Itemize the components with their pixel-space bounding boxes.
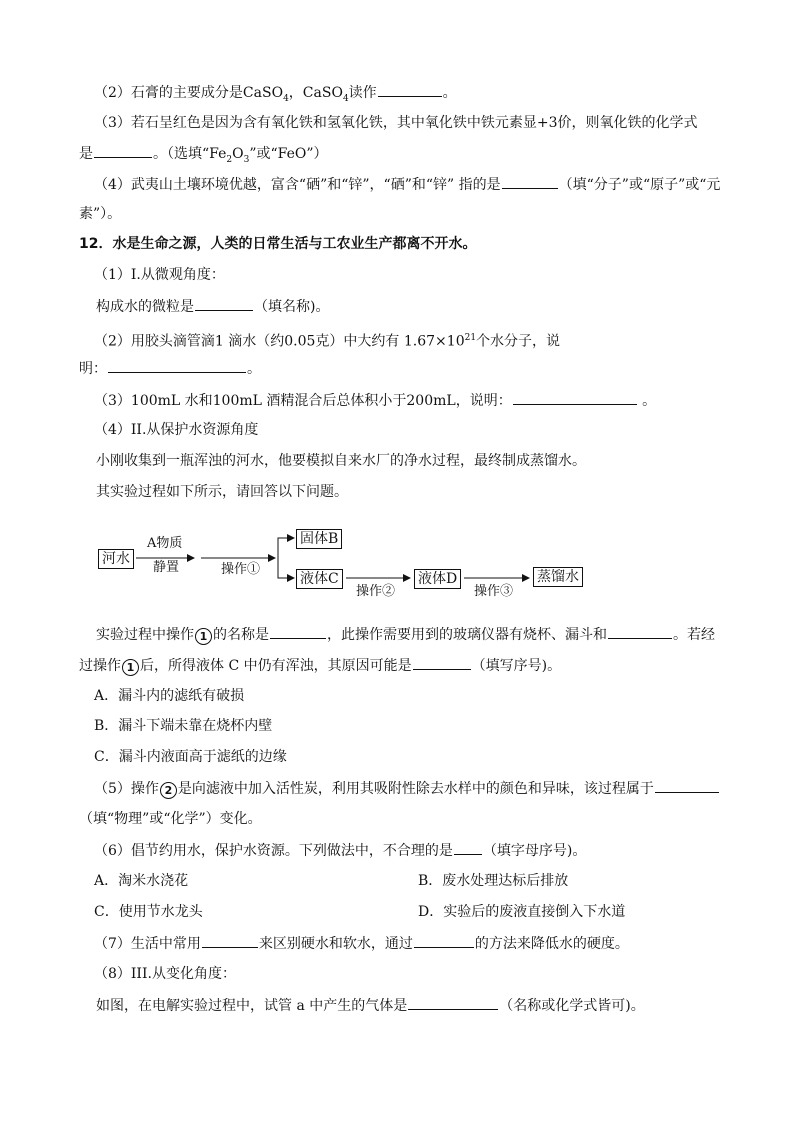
q11-part4-line2: 素”）。 [79, 206, 122, 222]
q12-stem: 12．水是生命之源，人类的日常生活与工农业生产都离不开水。 [79, 236, 477, 252]
circled-number: 1 [122, 659, 139, 676]
answer-blank[interactable] [454, 840, 482, 855]
liquid-c-box: 液体C [296, 569, 343, 589]
q12-part5-line2: （填“物理”或“化学”）变化。 [79, 811, 262, 827]
answer-blank[interactable] [408, 995, 498, 1010]
answer-blank[interactable] [655, 778, 719, 793]
static-label: 静置 [153, 560, 180, 575]
answer-blank[interactable] [413, 655, 471, 670]
q12-part4-instruction: 其实验过程如下所示，请回答以下问题。 [96, 484, 348, 500]
answer-blank[interactable] [513, 390, 637, 405]
part-number: （2） [94, 85, 131, 101]
option-b[interactable]: B．漏斗下端未靠在烧杯内壁 [94, 718, 273, 734]
option-6d[interactable]: D．实验后的废液直接倒入下水道 [418, 904, 626, 920]
q12-part8-question: 如图，在电解实验过程中，试管 a 中产生的气体是 （名称或化学式皆可)。 [96, 995, 645, 1016]
q12-part1-question: 构成水的微粒是 （填名称)。 [96, 296, 329, 317]
op2-label: 操作② [356, 584, 396, 599]
q11-part2: （2）石膏的主要成分是CaSO$_4$，CaSO$_4$读作 。 [94, 82, 457, 109]
q12-part3: （3）100mL 水和100mL 酒精混合后总体积小于200mL，说明： 。 [94, 390, 656, 411]
option-a[interactable]: A．漏斗内的滤纸有破损 [94, 688, 245, 704]
answer-blank[interactable] [608, 624, 672, 639]
q12-part2-line1: （2）用胶头滴管滴1 滴水（约0.05克）中大约有 $1.67\times 10^{21}$个水分子，说 [94, 333, 561, 350]
arrow-to-liquid-c [278, 558, 294, 578]
q12-part5-line1: （5）操作 2 是向滤液中加入活性炭，利用其吸附性除去水样中的颜色和异味，该过程属于 [94, 778, 720, 799]
answer-blank[interactable] [108, 358, 246, 373]
q12-part4-head: （4）II.从保护水资源角度 [94, 422, 259, 438]
distilled-water-box: 蒸馏水 [533, 567, 583, 587]
answer-blank[interactable] [270, 624, 326, 639]
q12-part2-line2: 明： 。 [79, 358, 261, 379]
river-water-box: 河水 [98, 549, 134, 569]
q11-part3-line2: 是 。（选填“$Fe_2O_3$”或“FeO”） [79, 143, 328, 170]
op3-label: 操作③ [474, 584, 514, 599]
q12-part4-question-line1: 实验过程中操作 1 的名称是 ，此操作需要用到的玻璃仪器有烧杯、漏斗和 。若经 [96, 624, 715, 645]
answer-blank[interactable] [414, 933, 474, 948]
q11-part3-line1: （3）若石呈红色是因为含有氧化铁和氢氧化铁，其中氧化铁中铁元素显+3价，则氧化铁的化学式 [94, 115, 698, 131]
q12-part8-head: （8）III.从变化角度： [94, 966, 236, 982]
q12-part6: （6）倡节约用水，保护水资源。下列做法中，不合理的是 （填字母序号)。 [94, 840, 586, 861]
q12-part1-head: （1）I.从微观角度： [94, 267, 225, 283]
a-substance-label: A物质 [147, 536, 183, 551]
purification-flow-diagram [98, 527, 598, 607]
q12-part4-scenario: 小刚收集到一瓶浑浊的河水，他要模拟自来水厂的净水过程，最终制成蒸馏水。 [96, 453, 586, 469]
circled-number: 2 [160, 782, 177, 799]
answer-blank[interactable] [378, 82, 442, 97]
option-6b[interactable]: B．废水处理达标后排放 [418, 873, 569, 889]
q11-part4-line1: （4）武夷山土壤环境优越，富含“硒”和“锌”，“硒”和“锌” 指的是 （填“分子”或“原子”或“元 [94, 174, 720, 195]
q12-part4-question-line2: 过操作 1 后，所得液体 C 中仍有浑浊，其原因可能是 （填写序号)。 [79, 655, 561, 676]
answer-blank[interactable] [502, 174, 558, 189]
option-6a[interactable]: A．淘米水浇花 [94, 873, 189, 889]
solid-b-box: 固体B [296, 529, 342, 549]
answer-blank[interactable] [195, 296, 253, 311]
liquid-d-box: 液体D [414, 569, 461, 589]
option-6c[interactable]: C．使用节水龙头 [94, 904, 203, 920]
op1-label: 操作① [221, 562, 261, 577]
answer-blank[interactable] [94, 143, 152, 158]
q12-part7: （7）生活中常用 来区别硬水和软水，通过 的方法来降低水的硬度。 [94, 933, 629, 954]
arrow-to-solid-b [278, 538, 294, 558]
answer-blank[interactable] [202, 933, 258, 948]
option-c[interactable]: C．漏斗内液面高于滤纸的边缘 [94, 749, 287, 765]
circled-number: 1 [195, 628, 212, 645]
